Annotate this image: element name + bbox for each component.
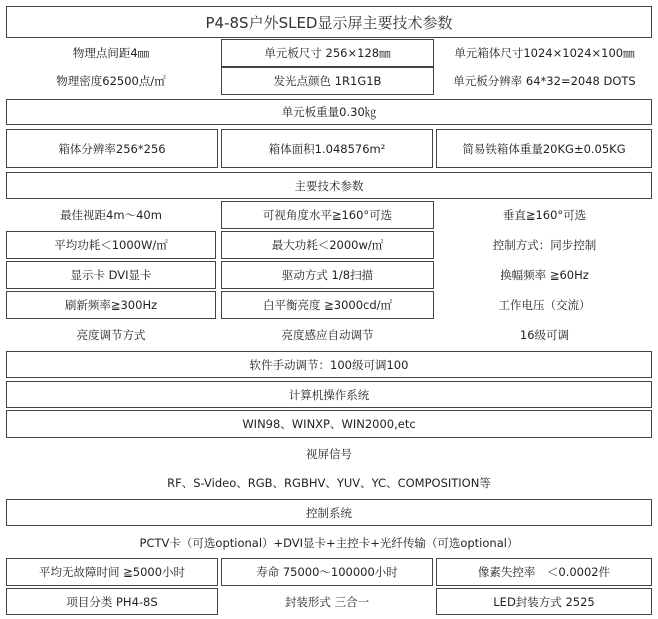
spec-viewing-distance: 最佳视距4m～40m xyxy=(60,208,162,222)
section-computer-os: 计算机操作系统 xyxy=(6,381,652,408)
spec-working-voltage: 工作电压（交流） xyxy=(498,298,591,312)
spec-mtbf: 平均无故障时间 ≧5000小时 xyxy=(6,558,218,586)
spec-pixel-pitch: 物理点间距4㎜ xyxy=(72,46,150,60)
spec-display-card: 显示卡 DVI显卡 xyxy=(6,261,216,289)
spec-os-list: WIN98、WINXP、WIN2000,etc xyxy=(6,410,652,438)
spec-project-category: 项目分类 PH4-8S xyxy=(6,588,218,615)
spec-module-size: 单元板尺寸 256×128㎜ xyxy=(221,39,434,67)
page-title: P4-8S户外SLED显示屏主要技术参数 xyxy=(6,6,652,38)
spec-cabinet-size: 单元箱体尺寸1024×1024×100㎜ xyxy=(454,46,635,60)
spec-brightness-adjust-mode: 亮度调节方式 xyxy=(76,328,146,342)
spec-refresh-rate: 刷新频率≧300Hz xyxy=(6,291,216,319)
spec-white-balance-brightness: 白平衡亮度 ≧3000cd/㎡ xyxy=(221,291,434,319)
spec-video-signal-list: RF、S-Video、RGB、RGBHV、YUV、YC、COMPOSITION等 xyxy=(167,476,491,490)
section-main-params: 主要技术参数 xyxy=(6,172,652,199)
spec-control-mode: 控制方式：同步控制 xyxy=(492,238,597,252)
spec-brightness-levels: 16级可调 xyxy=(519,328,570,342)
spec-led-color: 发光点颜色 1R1G1B xyxy=(221,67,434,95)
spec-vertical-angle: 垂直≧160°可选 xyxy=(502,208,587,222)
spec-pixel-failure-rate: 像素失控率 ＜0.0002件 xyxy=(436,558,652,586)
spec-module-resolution: 单元板分辨率 64*32=2048 DOTS xyxy=(453,74,636,88)
spec-cabinet-resolution: 箱体分辨率256*256 xyxy=(6,129,218,168)
spec-drive-mode: 驱动方式 1/8扫描 xyxy=(221,261,434,289)
spec-cabinet-weight: 简易铁箱体重量20KG±0.05KG xyxy=(436,129,652,168)
spec-max-power: 最大功耗＜2000w/㎡ xyxy=(221,231,434,259)
spec-module-weight: 单元板重量0.30㎏ xyxy=(6,99,652,125)
spec-pixel-density: 物理密度62500点/㎡ xyxy=(56,74,166,88)
spec-led-package: LED封装方式 2525 xyxy=(436,588,652,615)
spec-lifespan: 寿命 75000～100000小时 xyxy=(221,558,433,586)
spec-horizontal-angle: 可视角度水平≧160°可选 xyxy=(221,201,434,229)
spec-control-system-list: PCTV卡（可选optional）+DVI显卡+主控卡+光纤传输（可选optional） xyxy=(139,535,519,550)
spec-avg-power: 平均功耗＜1000W/㎡ xyxy=(6,231,216,259)
spec-brightness-auto: 亮度感应自动调节 xyxy=(281,328,374,342)
section-control-system: 控制系统 xyxy=(6,499,652,526)
spec-cabinet-area: 箱体面积1.048576m² xyxy=(221,129,433,168)
spec-software-adjust: 软件手动调节：100级可调100 xyxy=(6,351,652,378)
section-video-signal: 视屏信号 xyxy=(306,447,352,461)
spec-encapsulation: 封装形式 三合一 xyxy=(284,594,370,609)
spec-frame-rate: 换幅频率 ≧60Hz xyxy=(500,268,589,282)
